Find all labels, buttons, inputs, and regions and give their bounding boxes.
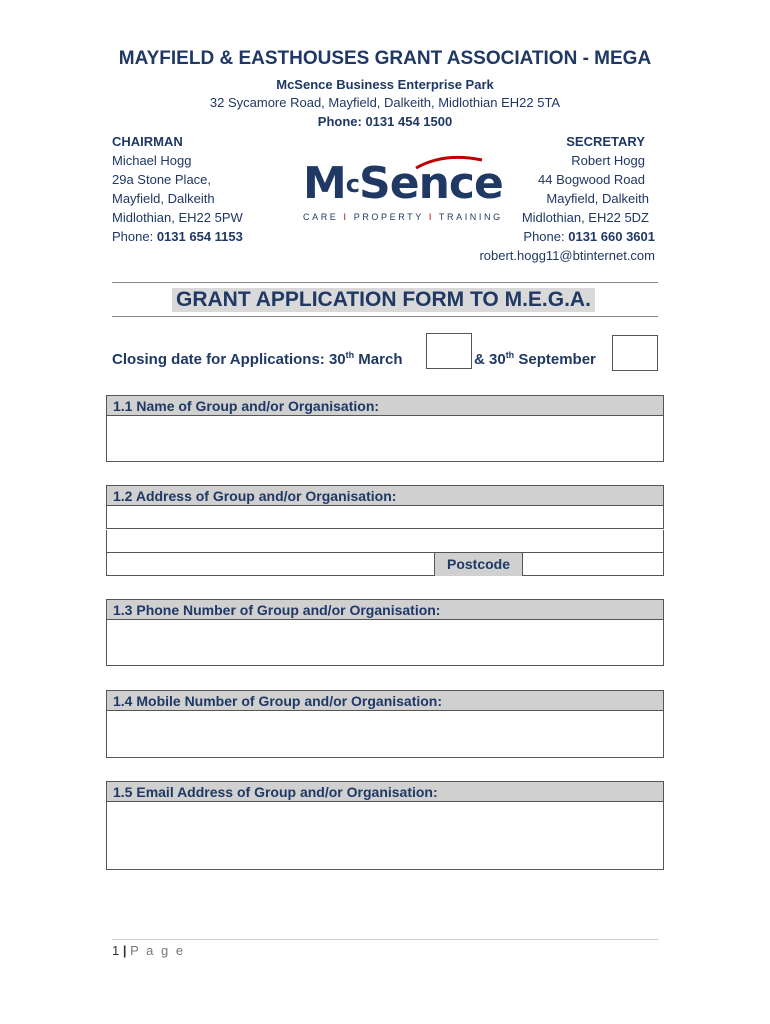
chairman-phone-label: Phone: — [112, 229, 157, 244]
march-checkbox[interactable] — [426, 333, 472, 369]
park-phone: Phone: 0131 454 1500 — [317, 114, 453, 129]
section-1-5-header: 1.5 Email Address of Group and/or Organisation: — [106, 781, 664, 802]
mobile-number-field[interactable] — [106, 711, 664, 758]
section-1-4-header: 1.4 Mobile Number of Group and/or Organisation: — [106, 690, 664, 711]
september-checkbox[interactable] — [612, 335, 658, 371]
organisation-name-field[interactable] — [106, 416, 664, 462]
secretary-phone-label: Phone: — [523, 229, 569, 244]
page-number: 1 — [112, 943, 120, 958]
logo-wordmark: $M^cSence$ — [303, 158, 503, 209]
secretary-email: robert.hogg11@btinternet.com — [479, 248, 655, 263]
chairman-address-line3: Midlothian, EH22 5PW — [112, 210, 243, 225]
form-title: GRANT APPLICATION FORM TO M.E.G.A. — [172, 288, 595, 312]
secretary-block — [479, 132, 655, 265]
park-name: McSence Business Enterprise Park — [276, 77, 494, 92]
secretary-phone-line — [479, 227, 655, 246]
footer-separator: | — [119, 943, 131, 958]
secretary-address-line1: 44 Bogwood Road — [538, 172, 645, 187]
mcsence-logo — [303, 158, 503, 232]
address-line1-field[interactable] — [106, 506, 664, 529]
logo-tagline: CARE I PROPERTY I TRAINING — [303, 212, 503, 222]
section-1-3-header: 1.3 Phone Number of Group and/or Organisation: — [106, 599, 664, 620]
chairman-address-line2: Mayfield, Dalkeith — [112, 191, 215, 206]
footer-rule — [112, 939, 658, 940]
chairman-name: Michael Hogg — [112, 153, 192, 168]
title-rule-top — [112, 282, 658, 283]
title-rule-bottom — [112, 316, 658, 317]
postcode-field[interactable] — [523, 553, 663, 575]
secretary-name: Robert Hogg — [571, 153, 645, 168]
page-footer — [112, 943, 185, 958]
secretary-role: SECRETARY — [566, 134, 645, 149]
email-address-field[interactable] — [106, 802, 664, 870]
address-line2-field[interactable] — [106, 530, 664, 553]
closing-date-label: Closing date for Applications: 30th March — [112, 350, 403, 368]
chairman-role: CHAIRMAN — [112, 134, 183, 149]
section-1-1-header: 1.1 Name of Group and/or Organisation: — [106, 395, 664, 416]
secretary-phone: 0131 660 3601 — [568, 229, 655, 244]
association-title: MAYFIELD & EASTHOUSES GRANT ASSOCIATION - MEGA — [118, 48, 652, 69]
chairman-phone: 0131 654 1153 — [156, 229, 243, 244]
phone-number-field[interactable] — [106, 620, 664, 666]
chairman-block — [112, 132, 243, 246]
chairman-address-line1: 29a Stone Place, — [112, 172, 212, 187]
secretary-address-line3: Midlothian, EH22 5DZ — [521, 210, 649, 225]
page-word: P a g e — [130, 943, 186, 958]
section-1-2-header: 1.2 Address of Group and/or Organisation: — [106, 485, 664, 506]
september-label: & 30th September — [474, 350, 596, 368]
park-address: 32 Sycamore Road, Mayfield, Dalkeith, Midlothian EH22 5TA — [209, 95, 561, 110]
secretary-address-line2: Mayfield, Dalkeith — [546, 191, 649, 206]
postcode-label: Postcode — [434, 553, 523, 576]
chairman-phone-line — [112, 227, 243, 246]
